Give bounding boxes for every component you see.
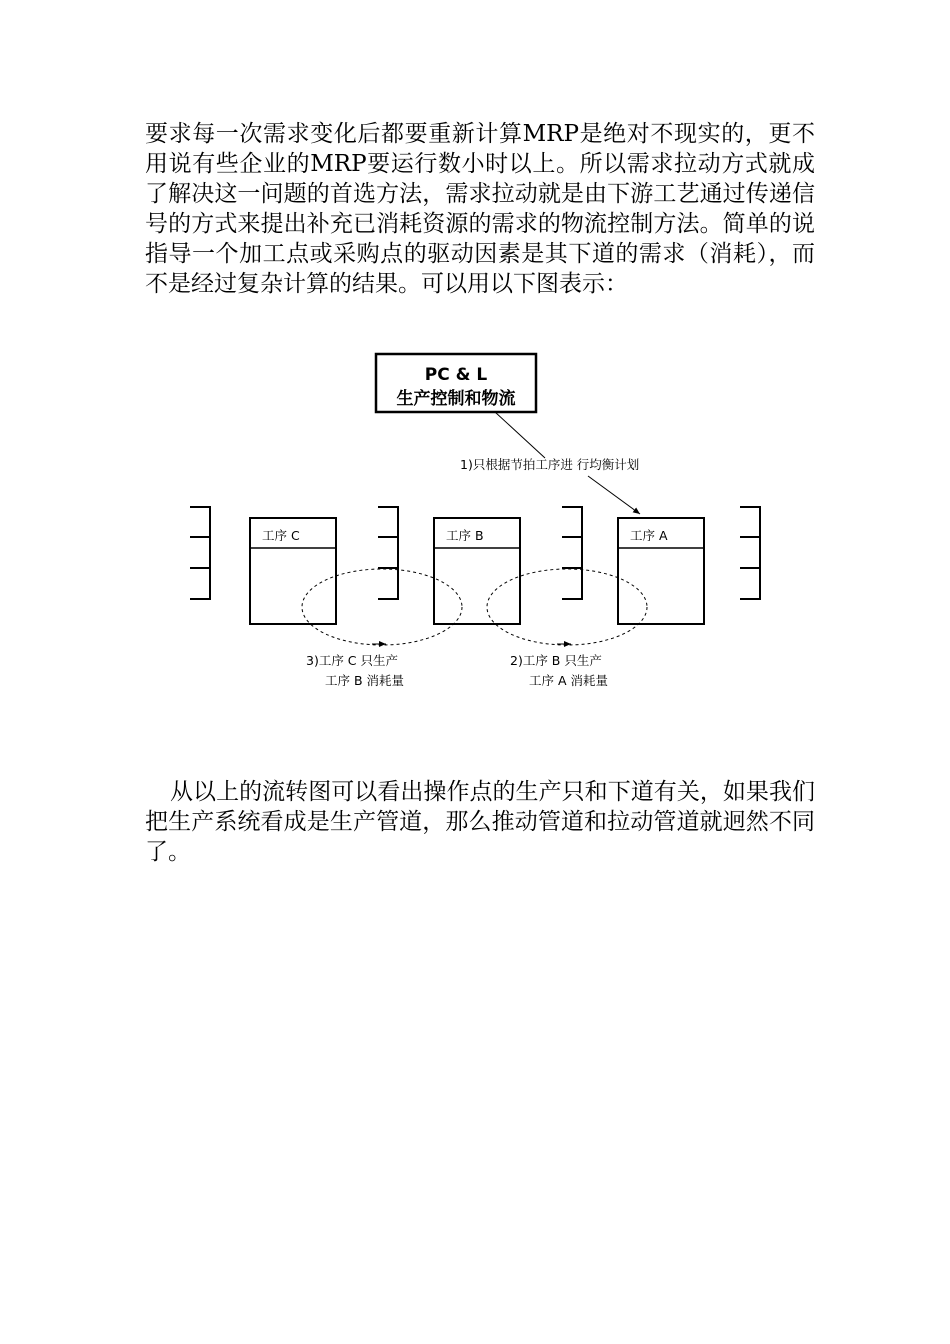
control-box-subtitle: 生产控制和物流 — [396, 389, 516, 409]
process-box-a — [618, 518, 704, 624]
schedule-arrow — [588, 476, 640, 514]
conclusion-paragraph: 从以上的流转图可以看出操作点的生产只和下道有关，如果我们把生产系统看成是生产管道，那么推动管道和拉动管道就迥然不同了。 — [145, 779, 815, 865]
schedule-connector — [495, 412, 545, 458]
process-box-b — [434, 518, 520, 624]
process-c-label: 工序 C — [262, 528, 300, 543]
control-box — [376, 354, 536, 412]
process-a-label: 工序 A — [630, 528, 668, 543]
intro-paragraph: 要求每一次需求变化后都要重新计算MRP是绝对不现实的，更不用说有些企业的MRP要运行数小时以上。所以需求拉动方式就成了解决这一问题的首选方法，需求拉动就是由下游工艺通过传递信号的方式来提出补充已消耗资源的需求的物流控制方法。简单的说指导一个加工点或采购点的驱动因素是其下道的需求（消耗），而不是经过复杂计算的结果。可以用以下图表示： — [145, 121, 815, 297]
buffer-bracket — [190, 507, 210, 599]
buffer-bracket — [562, 507, 582, 599]
signal-c-line2: 工序 B 消耗量 — [325, 673, 405, 688]
buffer-bracket — [378, 507, 398, 599]
schedule-label: 1)只根据节拍工序进 行均衡计划 — [460, 457, 640, 472]
signal-c-line1: 3)工序 C 只生产 — [306, 653, 399, 668]
control-box-title: PC & L — [424, 365, 488, 385]
signal-b-line2: 工序 A 消耗量 — [529, 673, 608, 688]
buffer-bracket — [740, 507, 760, 599]
signal-b-line1: 2)工序 B 只生产 — [510, 653, 602, 668]
process-b-label: 工序 B — [446, 528, 484, 543]
process-box-c — [250, 518, 336, 624]
